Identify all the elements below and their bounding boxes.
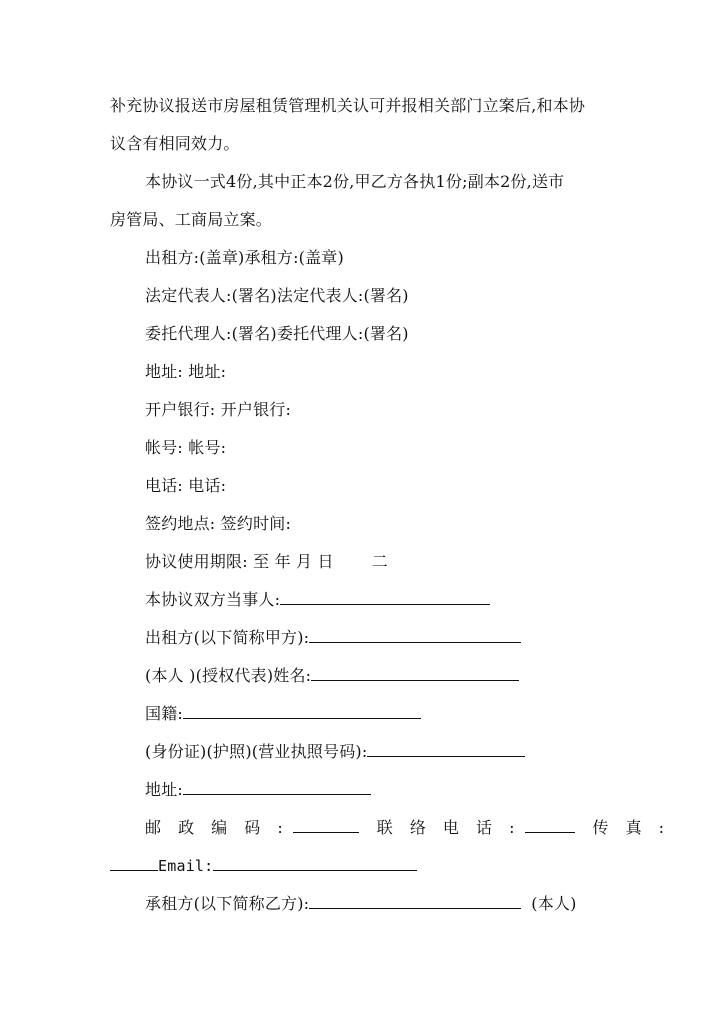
paragraph-1-line-1: 补充协议报送市房屋租赁管理机关认可并报相关部门立案后,和本协: [110, 96, 586, 115]
form-parties-line: [145, 590, 645, 610]
form-lessee-line: [145, 894, 605, 914]
form-nationality-line: [145, 704, 645, 724]
address-line: 地址: 地址:: [145, 362, 227, 381]
id-blank[interactable]: [367, 742, 525, 757]
id-label: (身份证)(护照)(营业执照号码):: [145, 742, 368, 761]
form-self-agent-line: [145, 666, 645, 686]
form-lessor-line: [145, 628, 645, 648]
parties-seal-line: 出租方:(盖章)承租方:(盖章): [145, 248, 344, 267]
nationality-blank[interactable]: [183, 704, 421, 719]
address-label: 地址:: [145, 780, 183, 799]
legal-rep-line: 法定代表人:(署名)法定代表人:(署名): [145, 286, 409, 305]
paragraph-1-line-2: 议含有相同效力。: [110, 134, 240, 153]
email-label: Email:: [158, 857, 214, 875]
email-blank[interactable]: [213, 856, 417, 871]
section-number: 二: [371, 552, 388, 571]
self-agent-label: (本人 )(授权代表)姓名:: [145, 666, 312, 685]
place-time-line: 签约地点: 签约时间:: [145, 514, 292, 533]
term-line: [145, 552, 645, 572]
bank-line: 开户银行: 开户银行:: [145, 400, 292, 419]
lessee-label: 承租方(以下简称乙方):: [145, 894, 310, 913]
paragraph-2-line-2: 房管局、工商局立案。: [110, 210, 273, 229]
form-contact-line: [145, 818, 671, 838]
term-text: 协议使用期限: 至 年 月 日: [145, 552, 334, 571]
parties-blank[interactable]: [280, 590, 490, 605]
nationality-label: 国籍:: [145, 704, 183, 723]
phone-line: 电话: 电话:: [145, 476, 227, 495]
form-parties-label: 本协议双方当事人:: [145, 590, 281, 609]
lessee-self-label: (本人): [531, 894, 577, 913]
postcode-label: 邮 政 编 码 :: [145, 818, 289, 837]
account-line: 帐号: 帐号:: [145, 438, 227, 457]
agent-line: 委托代理人:(署名)委托代理人:(署名): [145, 324, 409, 343]
fax-label: 传 真 :: [592, 818, 671, 837]
address-blank[interactable]: [183, 780, 371, 795]
fax-blank[interactable]: [110, 856, 158, 871]
form-id-line: [145, 742, 645, 762]
form-address-line: [145, 780, 645, 800]
lessor-label: 出租方(以下简称甲方):: [145, 628, 310, 647]
contact-phone-blank[interactable]: [525, 818, 575, 833]
form-email-line: [110, 856, 610, 876]
lessee-blank[interactable]: [309, 894, 521, 909]
contact-phone-label: 联 络 电 话 :: [376, 818, 521, 837]
postcode-blank[interactable]: [293, 818, 359, 833]
self-agent-blank[interactable]: [311, 666, 519, 681]
lessor-blank[interactable]: [309, 628, 521, 643]
paragraph-2-line-1: 本协议一式4份,其中正本2份,甲乙方各执1份;副本2份,送市: [145, 172, 565, 191]
